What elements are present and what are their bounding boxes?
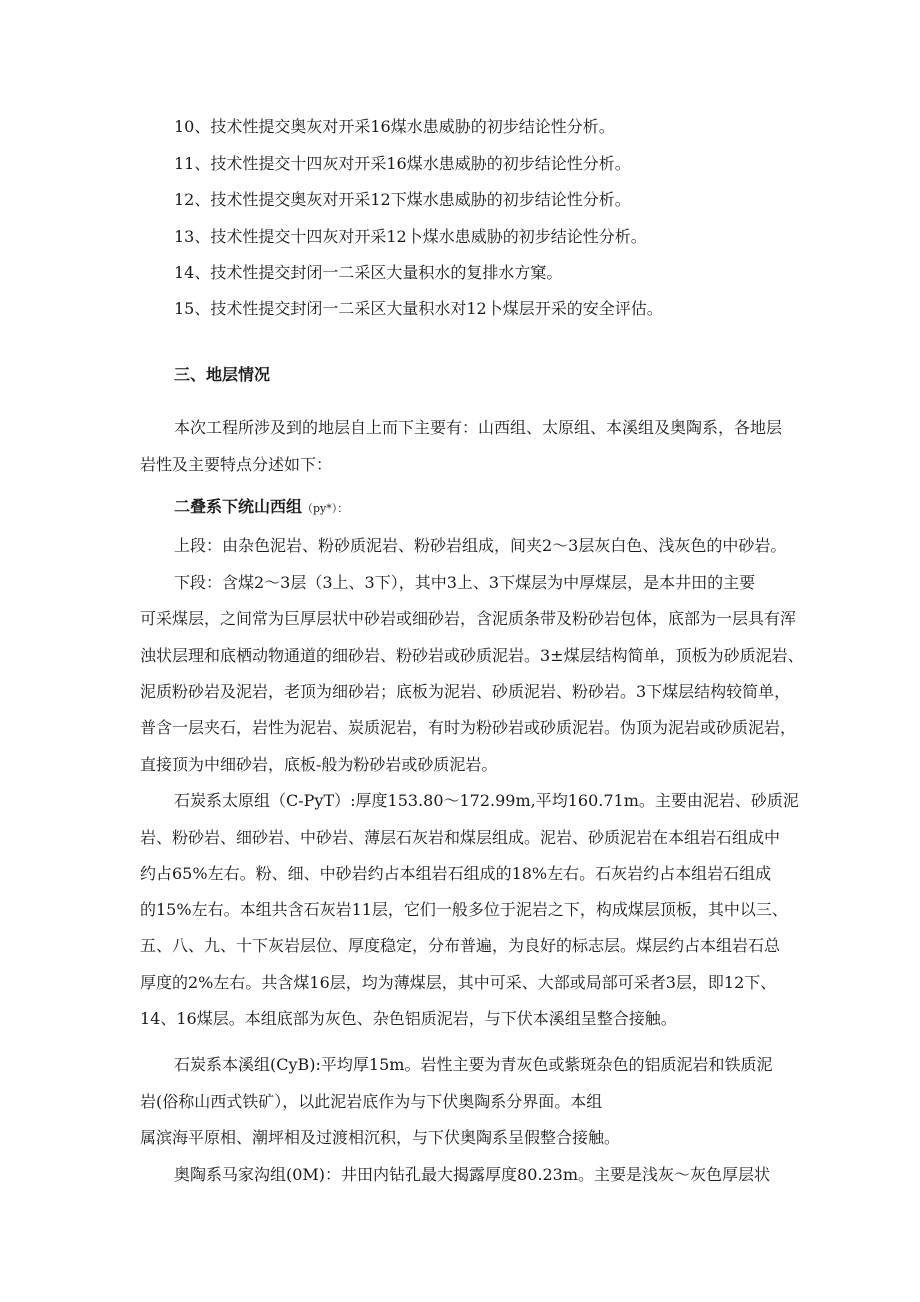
intro-line: 岩性及主要特点分述如下： <box>140 455 333 474</box>
benxi-line: 岩(俗称山西式铁矿），以此泥岩底作为与下伏奥陶系分界面。本组 <box>140 1092 603 1111</box>
taiyuan-line: 的15%左右。本组共含石灰岩11层，它们一般多位于泥岩之下，构成煤层顶板，其中以三、 <box>140 900 788 919</box>
shanxi-lower-line: 可采煤层，之间常为巨厚层状中砂岩或细砂岩，含泥质条带及粉砂岩包体，底部为一层具有浑 <box>140 609 797 628</box>
shanxi-lower-line: 普含一层夹石，岩性为泥岩、炭质泥岩，有时为粉砂岩或砂质泥岩。伪顶为泥岩或砂质泥岩， <box>140 718 797 737</box>
taiyuan-line: 岩、粉砂岩、细砂岩、中砂岩、薄层石灰岩和煤层组成。泥岩、砂质泥岩在本组岩石组成中 <box>140 828 781 847</box>
taiyuan-line: 14、16煤层。本组底部为灰色、杂色铝质泥岩，与下伏本溪组呈整合接触。 <box>140 1009 677 1028</box>
shanxi-lower-line: 下段：含煤2～3层（3上、3下），其中3上、3下煤层为中厚煤层，是本井田的主要 <box>174 573 756 592</box>
list-item: 10、技术性提交奥灰对开采16煤水患威胁的初步结论性分析。 <box>174 117 615 136</box>
intro-line: 本次工程所涉及到的地层自上而下主要有：山西组、太原组、本溪组及奥陶系，各地层 <box>174 418 783 437</box>
shanxi-lower-line: 泥质粉砂岩及泥岩，老顶为细砂岩；底板为泥岩、砂质泥岩、粉砂岩。3下煤层结构较简单， <box>140 682 791 701</box>
ordovician-line: 奥陶系马家沟组(0M)：井田内钻孔最大揭露厚度80.23m。主要是浅灰～灰色厚层状 <box>174 1165 771 1184</box>
shanxi-lower-line: 直接顶为中细砂岩，底板-般为粉砂岩或砂质泥岩。 <box>140 755 498 774</box>
benxi-line: 石炭系本溪组(CyB):平均厚15m。岩性主要为青灰色或紫斑杂色的铝质泥岩和铁质泥 <box>174 1055 773 1074</box>
taiyuan-line: 石炭系太原组（C-PyT）:厚度153.80～172.99m,平均160.71m。主要由泥岩、砂质泥 <box>174 791 799 810</box>
list-item: 13、技术性提交十四灰对开采12卜煤水患威胁的初步结论性分析。 <box>174 227 647 246</box>
shanxi-heading-note: （py*）： <box>302 502 349 515</box>
section-title: 三、地层情况 <box>174 365 271 384</box>
shanxi-heading <box>174 496 348 520</box>
list-item: 12、技术性提交奥灰对开采12下煤水患威胁的初步结论性分析。 <box>174 190 631 209</box>
shanxi-upper: 上段：由杂色泥岩、粉砂质泥岩、粉砂岩组成，间夹2～3层灰白色、浅灰色的中砂岩。 <box>174 536 787 555</box>
shanxi-lower-line: 浊状层理和底栖动物通道的细砂岩、粉砂岩或砂质泥岩。3±煤层结构简单，顶板为砂质泥岩、 <box>140 646 804 665</box>
shanxi-heading-text: 二叠系下统山西组 <box>174 497 303 516</box>
taiyuan-line: 五、八、九、十下灰岩层位、厚度稳定，分布普遍，为良好的标志层。煤层约占本组岩石总 <box>140 936 781 955</box>
list-item: 15、技术性提交封闭一二采区大量积水对12卜煤层开采的安全评估。 <box>174 299 663 318</box>
list-item: 11、技术性提交十四灰对开采16煤水患威胁的初步结论性分析。 <box>174 154 631 173</box>
taiyuan-line: 厚度的2%左右。共含煤16层，均为薄煤层，其中可采、大部或局部可采者3层，即12下、 <box>140 973 777 992</box>
taiyuan-line: 约占65%左右。粉、细、中砂岩约占本组岩石组成的18%左右。石灰岩约占本组岩石组成 <box>140 864 772 883</box>
benxi-line: 属滨海平原相、潮坪相及过渡相沉积，与下伏奥陶系呈假整合接触。 <box>140 1128 621 1147</box>
list-item: 14、技术性提交封闭一二采区大量积水的复排水方窠。 <box>174 263 563 282</box>
